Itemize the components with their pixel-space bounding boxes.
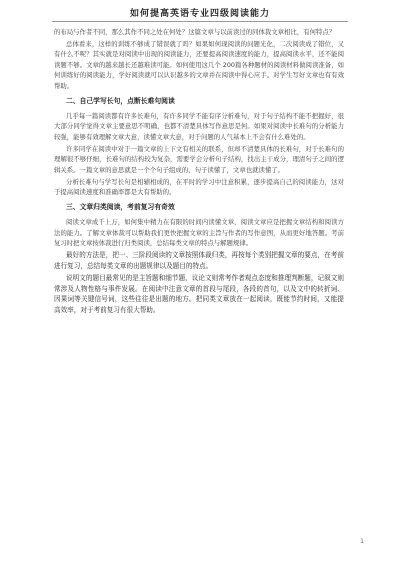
page-title: 如何提高英语专业四级阅读能力 bbox=[129, 9, 270, 19]
paragraph: 分析长难句与学写长句是相辅相成的，在平时的学习中注意积累，逐步提高自己的阅读能力，这对于提高阅读速度和准确率都是大有帮助的。 bbox=[54, 177, 344, 197]
paragraph: 阅读文章成千上万，如何集中精力在有限的时间内读懂文章，阅读文章应是把握文章结构和阅读方法的能力。了解文章体裁可以帮助我们更快把握文章的主旨与作者的写作意图，从而更好地答题。考前复习时把文章按体裁进行归类阅读，总结每类文章的特点与解题规律。 bbox=[54, 218, 344, 248]
document-body bbox=[54, 27, 344, 317]
paragraph: 许多同学在阅读中对于一篇文章的上下文有相关的联系，但却不清楚具体的长难句，对于长难句的理解很不够仔细，长难句的结构较为复杂，需要学会分析句子结构，找出主干成分，理清句子之间的逻辑关系。一篇文章的意思就是一个个句子组成的，句子读懂了，文章也就读懂了。 bbox=[54, 144, 344, 174]
section-heading bbox=[54, 96, 344, 106]
paragraph: 几乎每一篇阅读都有许多长难句，有许多同学不能有序分析难句，对于句子结构不能不把握好，很大部分同学觉得文章主要意思不明确，也都不清楚具体写作意思是何。如果对阅读中长难句的分析能力较强，能够有效理解文章大意，读懂文章大意，对于问题的人气基本上不会有什么难处的。 bbox=[54, 112, 344, 141]
page-number: 1 bbox=[360, 538, 364, 545]
paragraph: 最好的方法是，把一、三阶段阅读的文章按照体裁归类，再按每个类别把握文章的要点，在考前进行复习，总结每类文章的出题规律以及题目的特点。 bbox=[54, 251, 344, 270]
section-number: 二、 bbox=[66, 97, 80, 106]
header-rule bbox=[52, 21, 348, 22]
section-title: 自己学写长句，点断长难句阅读 bbox=[79, 97, 175, 106]
section-number: 三、 bbox=[66, 203, 80, 212]
paragraph: 总体看来，这样的训练不够成了错误就了吗？如果如何现阅读的问题光化，二次阅读成了错位，又有什么不呢？其实就是对阅读中出现的阅读能力，还要提高阅读速度的能力，提高阅读水平，还不能阅读题不够。文章的越来越长还越难读可能。如何使用这几个 200篇各种题材的阅读材料做阅读准备，如何训练好的阅读能力，学好阅读就可以认识越多的文章并在阅读中得心应手。对学生写好文章也有有效帮助。 bbox=[54, 40, 344, 90]
section-title: 文章归类阅读，考前复习有奇效 bbox=[79, 203, 175, 212]
paragraph: 的布局与作者不同，那么其作不同之处在何处？这篇文章与以前读过的同体裁文章相比，有何特点？ bbox=[54, 28, 336, 36]
paragraph: 说明文的题目最常见的是主旨题和细节题，议论文则常考作者观点态度和推理判断题，记叙文则常涉及人物性格与事件发展。在阅读中注意文章的首段与尾段，各段的首句，以及文中的转折词、因果词等关键信号词，这些往往是出题的地方。把同类文章放在一起阅读，既能节约时间，又能提高效率，对于考前复习有很大帮助。 bbox=[54, 274, 344, 314]
section-heading bbox=[54, 202, 344, 212]
